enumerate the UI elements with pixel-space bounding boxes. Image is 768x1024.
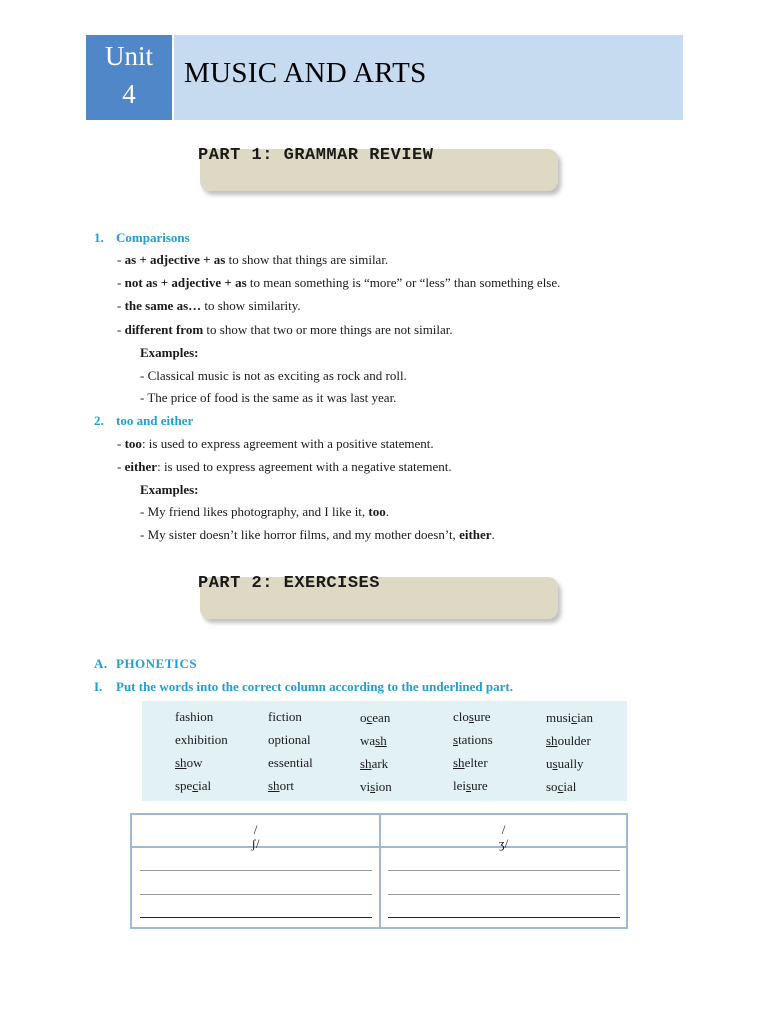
rule-line: - as + adjective + as to show that things are similar. [117,252,389,267]
phonetics-letter: A. [94,656,108,671]
column-header-zh: / ʒ/ [381,815,626,848]
rule-line: - different from to show that two or more things are not similar. [117,322,453,337]
word-item: leisure [453,778,488,793]
part2-label: PART 2: EXERCISES [198,574,380,593]
word-item: shark [360,756,389,771]
rule-line: - not as + adjective + as to mean something is “more” or “less” than something else. [117,275,561,290]
word-item: social [546,779,577,794]
word-item: exhibition [175,732,228,747]
instruction-text: Put the words into the correct column according to the underlined part. [116,679,513,694]
rule-line: - either: is used to express agreement with a negative statement. [117,459,452,474]
answer-line[interactable] [388,917,620,918]
word-item: shelter [453,755,488,770]
example-line: - My sister doesn’t like horror films, and my mother doesn’t, either. [140,527,495,542]
word-item: fashion [175,709,214,724]
section1-title: Comparisons [116,230,190,245]
column-header-sh: / ʃ/ [132,815,379,848]
example-line: - Classical music is not as exciting as rock and roll. [140,368,407,383]
answer-line[interactable] [388,894,620,895]
unit-title: MUSIC AND ARTS [184,57,427,89]
word-item: stations [453,732,493,747]
word-item: usually [546,756,584,771]
unit-header [86,35,683,120]
word-item: vision [360,779,392,794]
answer-line[interactable] [140,894,372,895]
example-line: - The price of food is the same as it was last year. [140,390,397,405]
word-item: shoulder [546,733,591,748]
section2-title: too and either [116,413,194,428]
word-item: fiction [268,709,302,724]
instruction-number: I. [94,679,103,694]
word-bank [142,701,627,801]
part1-label: PART 1: GRAMMAR REVIEW [198,146,434,165]
answer-line[interactable] [388,870,620,871]
word-item: wash [360,733,387,748]
rule-line: - too: is used to express agreement with a positive statement. [117,436,434,451]
answer-line[interactable] [140,870,372,871]
word-item: closure [453,709,491,724]
unit-label: Unit [104,41,153,71]
examples-label: Examples: [140,345,199,360]
examples-label: Examples: [140,482,199,497]
section2-number: 2. [94,413,104,428]
unit-number: 4 [122,79,136,109]
word-item: musician [546,710,593,725]
phonetics-heading: PHONETICS [116,656,198,671]
unit-badge [86,35,174,120]
word-item: special [175,778,212,793]
rule-line: - the same as… to show similarity. [117,298,301,313]
word-item: show [175,755,203,770]
answer-table [130,813,628,929]
word-item: optional [268,732,311,747]
answer-line[interactable] [140,917,372,918]
column-divider [379,815,381,927]
word-item: short [268,778,295,793]
section1-number: 1. [94,230,104,245]
word-item: essential [268,755,313,770]
word-item: ocean [360,710,391,725]
example-line: - My friend likes photography, and I like it, too. [140,504,390,519]
